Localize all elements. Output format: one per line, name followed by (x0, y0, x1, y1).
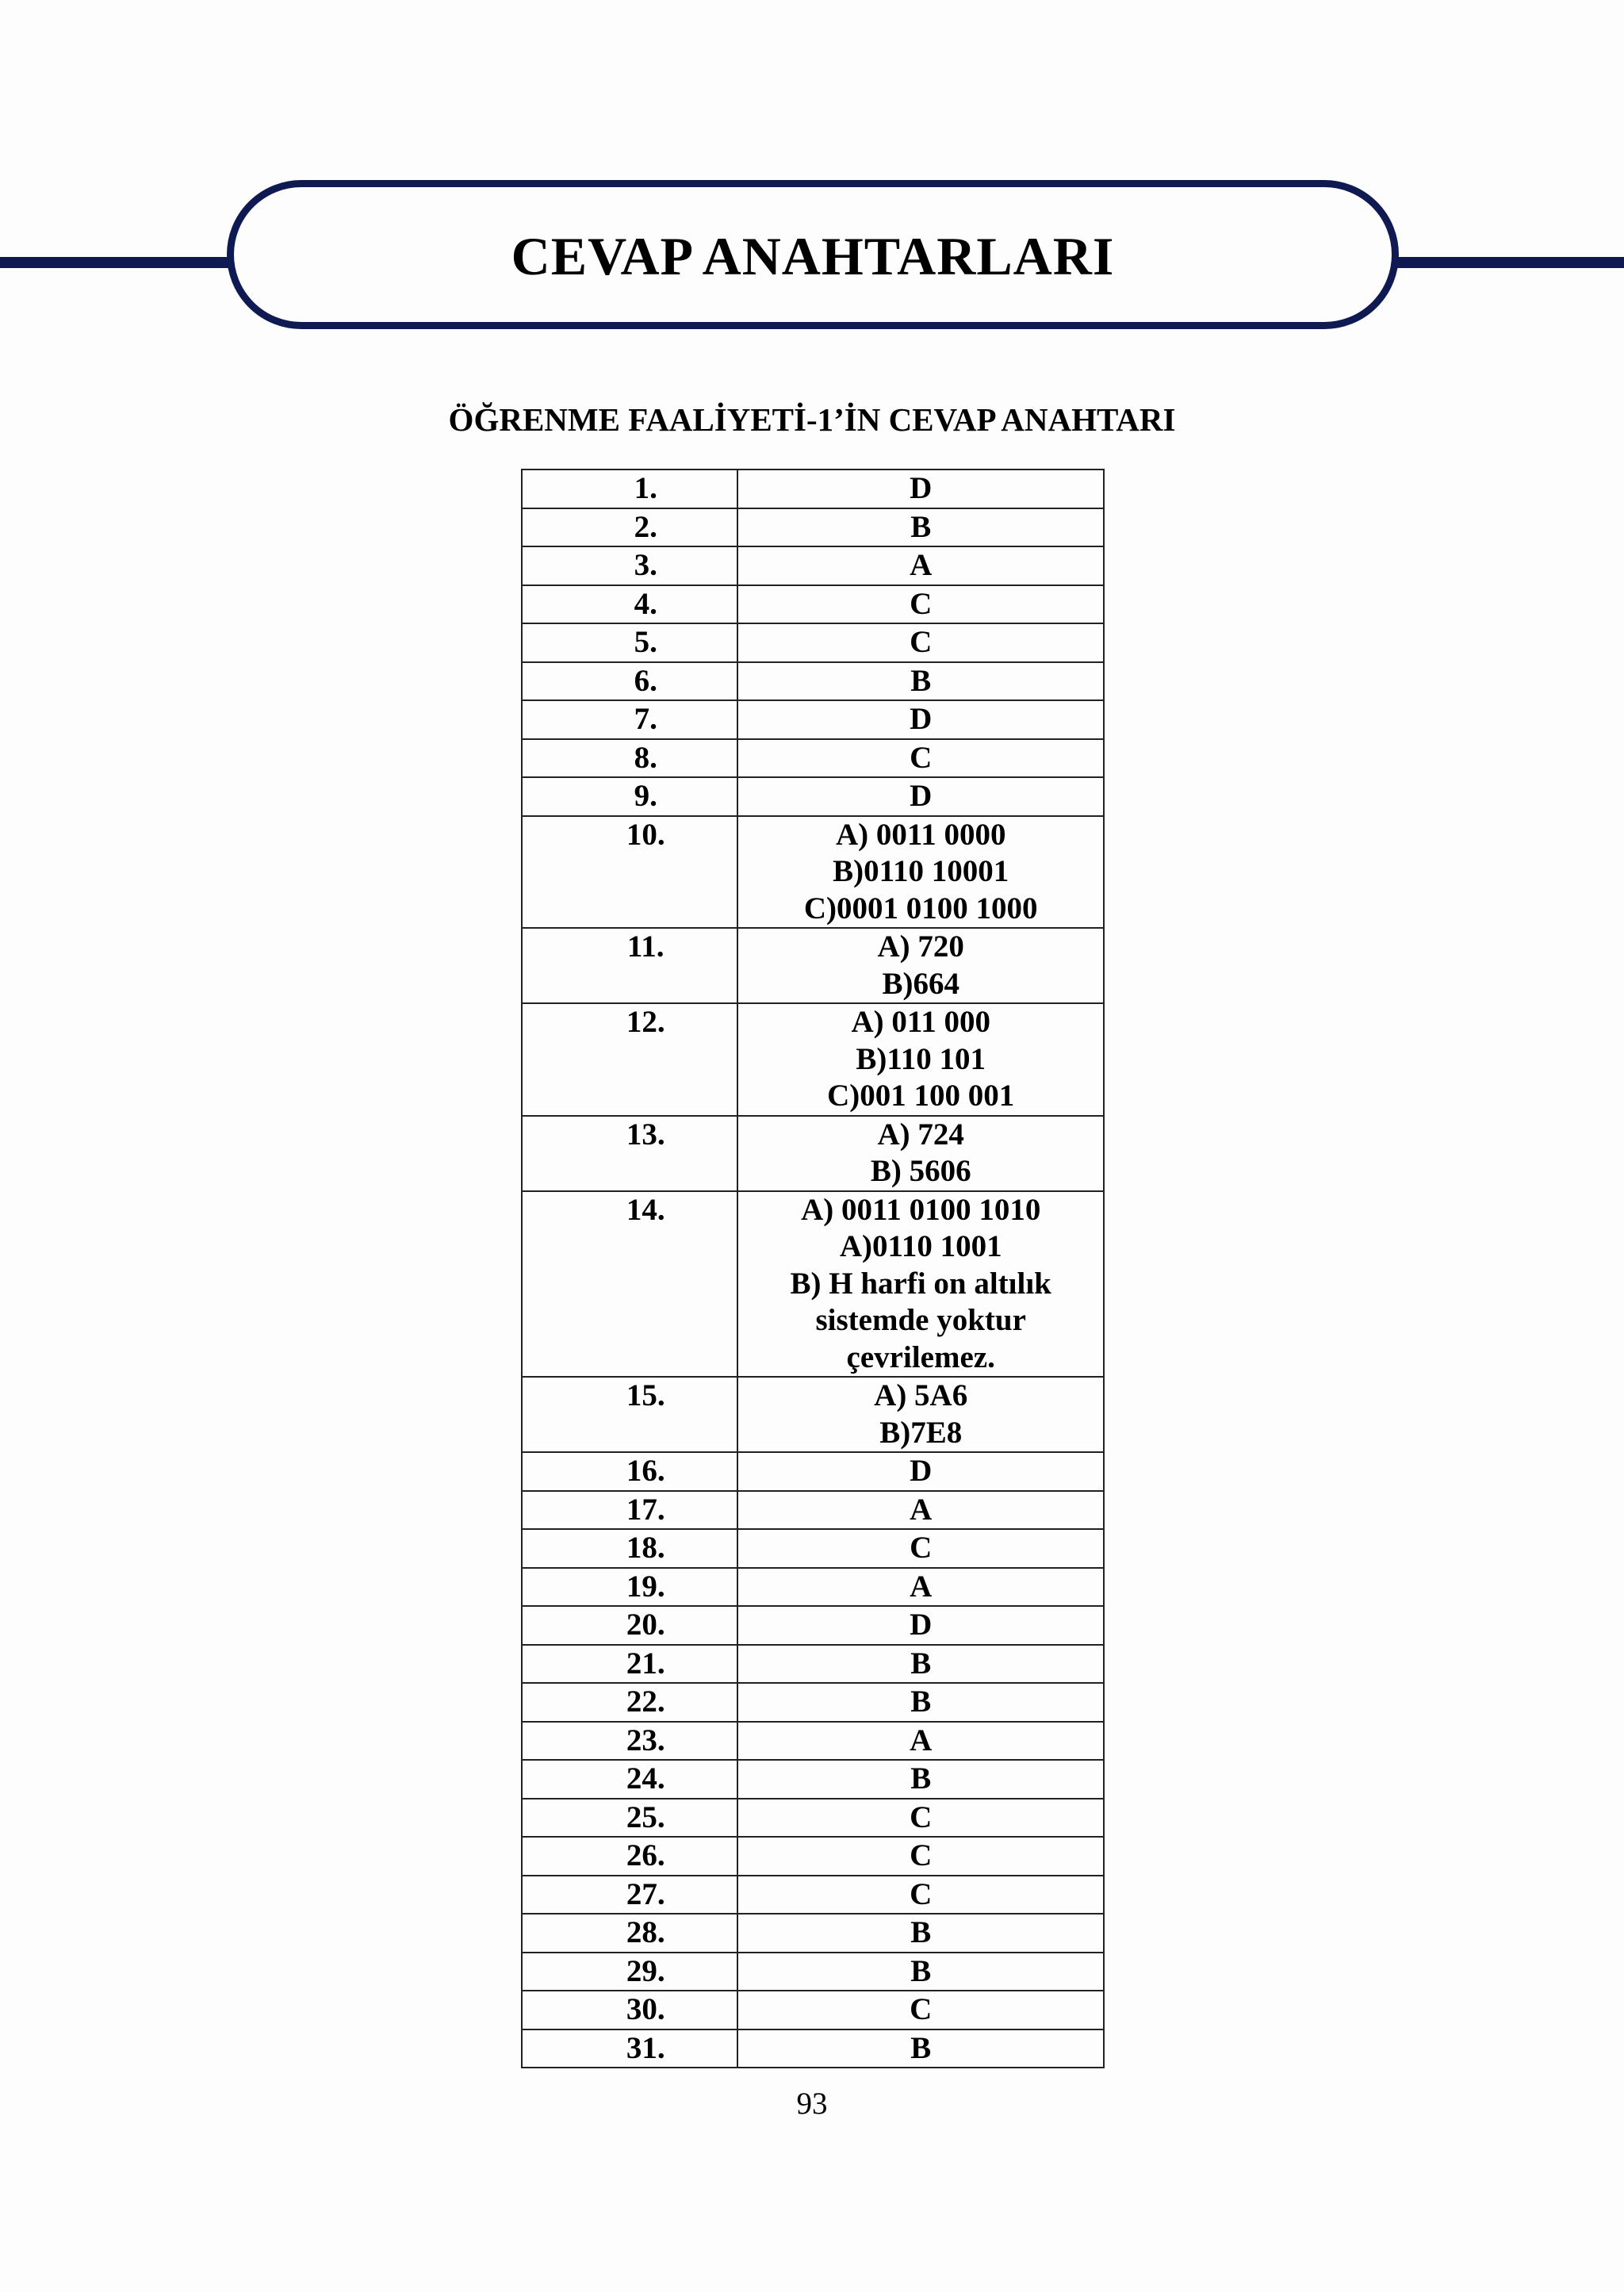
answer-cell (737, 1953, 1104, 1991)
answer-cell (737, 1722, 1104, 1761)
answer-key-table (521, 469, 1105, 2068)
answer-line: D (910, 471, 933, 505)
question-number: 31. (522, 2029, 737, 2068)
answer-cell (737, 1191, 1104, 1378)
banner-line-left (0, 257, 238, 268)
table-row (522, 546, 1104, 585)
answer-line: B (910, 1953, 932, 1988)
answer-key-body (522, 470, 1104, 2068)
table-row (522, 1003, 1104, 1116)
answer-cell (737, 2029, 1104, 2068)
table-row (522, 1837, 1104, 1876)
answer-line: A (910, 548, 933, 582)
answer-line: C)0001 0100 1000 (803, 891, 1038, 926)
answer-cell (737, 508, 1104, 547)
answer-cell (737, 777, 1104, 816)
table-row (522, 1799, 1104, 1838)
question-number: 17. (522, 1491, 737, 1530)
table-row (522, 1876, 1104, 1914)
table-row (522, 508, 1104, 547)
answer-cell (737, 1683, 1104, 1722)
table-row (522, 1191, 1104, 1378)
answer-line: C (910, 1799, 933, 1834)
answer-line: çevrilemez. (846, 1340, 995, 1374)
answer-cell (737, 1377, 1104, 1452)
table-row (522, 662, 1104, 701)
question-number: 13. (522, 1116, 737, 1191)
answer-line: D (910, 1608, 933, 1642)
answer-line: B) H harfi on altılık (790, 1266, 1051, 1301)
table-row (522, 1116, 1104, 1191)
answer-line: B (910, 1685, 932, 1719)
answer-cell (737, 1645, 1104, 1684)
answer-line: C (910, 1838, 933, 1872)
question-number: 24. (522, 1760, 737, 1799)
question-number: 26. (522, 1837, 737, 1876)
table-row (522, 1568, 1104, 1607)
question-number: 7. (522, 700, 737, 739)
answer-cell (737, 1799, 1104, 1838)
section-title: ÖĞRENME FAALİYETİ-1’İN CEVAP ANAHTARI (448, 401, 1176, 438)
answer-line: C)001 100 001 (827, 1079, 1015, 1113)
question-number: 1. (522, 470, 737, 508)
answer-line: B (910, 1761, 932, 1796)
answer-line: A) 0011 0100 1010 (801, 1192, 1041, 1227)
answer-line: A) 724 (877, 1117, 964, 1152)
answer-line: C (910, 1531, 933, 1565)
answer-line: C (910, 740, 933, 775)
answer-line: C (910, 586, 933, 621)
answer-cell (737, 470, 1104, 508)
question-number: 22. (522, 1683, 737, 1722)
question-number: 27. (522, 1876, 737, 1914)
table-row (522, 700, 1104, 739)
answer-cell (737, 1876, 1104, 1914)
table-row (522, 1452, 1104, 1491)
table-row (522, 1683, 1104, 1722)
answer-cell (737, 1568, 1104, 1607)
table-row (522, 1606, 1104, 1645)
question-number: 4. (522, 585, 737, 624)
answer-line: D (910, 779, 933, 813)
chapter-title: CEVAP ANAHTARLARI (511, 225, 1115, 286)
answer-line: B (910, 2030, 932, 2065)
table-row (522, 1491, 1104, 1530)
table-row (522, 928, 1104, 1003)
question-number: 30. (522, 1991, 737, 2029)
question-number: 11. (522, 928, 737, 1003)
answer-line: B) 5606 (870, 1154, 971, 1188)
answer-cell (737, 928, 1104, 1003)
question-number: 8. (522, 739, 737, 778)
answer-cell (737, 623, 1104, 662)
table-row (522, 1722, 1104, 1761)
table-row (522, 1953, 1104, 1991)
answer-line: B)110 101 (856, 1041, 986, 1076)
question-number: 19. (522, 1568, 737, 1607)
question-number: 16. (522, 1452, 737, 1491)
answer-line: A) 5A6 (874, 1378, 968, 1412)
table-row (522, 777, 1104, 816)
question-number: 14. (522, 1191, 737, 1378)
answer-cell (737, 1606, 1104, 1645)
table-row (522, 623, 1104, 662)
answer-line: B (910, 509, 932, 544)
question-number: 23. (522, 1722, 737, 1761)
answer-cell (737, 1837, 1104, 1876)
question-number: 18. (522, 1529, 737, 1568)
question-number: 9. (522, 777, 737, 816)
answer-line: A (910, 1723, 933, 1757)
chapter-banner (227, 180, 1399, 329)
answer-line: A) 720 (877, 929, 964, 964)
answer-line: B)664 (882, 966, 959, 1001)
answer-line: sistemde yoktur (815, 1303, 1026, 1337)
answer-cell (737, 700, 1104, 739)
answer-cell (737, 1491, 1104, 1530)
answer-cell (737, 585, 1104, 624)
question-number: 10. (522, 816, 737, 929)
answer-cell (737, 546, 1104, 585)
table-row (522, 2029, 1104, 2068)
answer-cell (737, 1914, 1104, 1953)
question-number: 12. (522, 1003, 737, 1116)
table-row (522, 739, 1104, 778)
answer-line: C (910, 625, 933, 659)
table-row (522, 816, 1104, 929)
answer-cell (737, 1452, 1104, 1491)
answer-line: B)7E8 (879, 1415, 963, 1450)
question-number: 28. (522, 1914, 737, 1953)
answer-cell (737, 662, 1104, 701)
question-number: 6. (522, 662, 737, 701)
table-row (522, 1645, 1104, 1684)
answer-line: A) 0011 0000 (835, 817, 1006, 852)
answer-cell (737, 1991, 1104, 2029)
answer-cell (737, 739, 1104, 778)
table-row (522, 1991, 1104, 2029)
answer-line: C (910, 1876, 933, 1911)
question-number: 3. (522, 546, 737, 585)
answer-line: B)0110 10001 (833, 854, 1009, 888)
answer-line: D (910, 702, 933, 736)
question-number: 15. (522, 1377, 737, 1452)
table-row (522, 1529, 1104, 1568)
answer-line: A (910, 1569, 933, 1604)
table-row (522, 1377, 1104, 1452)
answer-line: C (910, 1992, 933, 2026)
answer-line: A)0110 1001 (839, 1229, 1002, 1263)
table-row (522, 1914, 1104, 1953)
answer-cell (737, 1116, 1104, 1191)
page-number: 93 (796, 2087, 828, 2121)
answer-cell (737, 1760, 1104, 1799)
table-row (522, 585, 1104, 624)
answer-line: B (910, 663, 932, 698)
answer-line: D (910, 1454, 933, 1488)
question-number: 29. (522, 1953, 737, 1991)
table-row (522, 1760, 1104, 1799)
answer-line: A (910, 1492, 933, 1527)
question-number: 5. (522, 623, 737, 662)
table-row (522, 470, 1104, 508)
question-number: 21. (522, 1645, 737, 1684)
answer-line: B (910, 1915, 932, 1949)
question-number: 2. (522, 508, 737, 547)
question-number: 20. (522, 1606, 737, 1645)
answer-cell (737, 816, 1104, 929)
banner-line-right (1396, 257, 1624, 268)
question-number: 25. (522, 1799, 737, 1838)
answer-cell (737, 1529, 1104, 1568)
answer-line: A) 011 000 (851, 1005, 990, 1039)
answer-cell (737, 1003, 1104, 1116)
answer-line: B (910, 1646, 932, 1681)
